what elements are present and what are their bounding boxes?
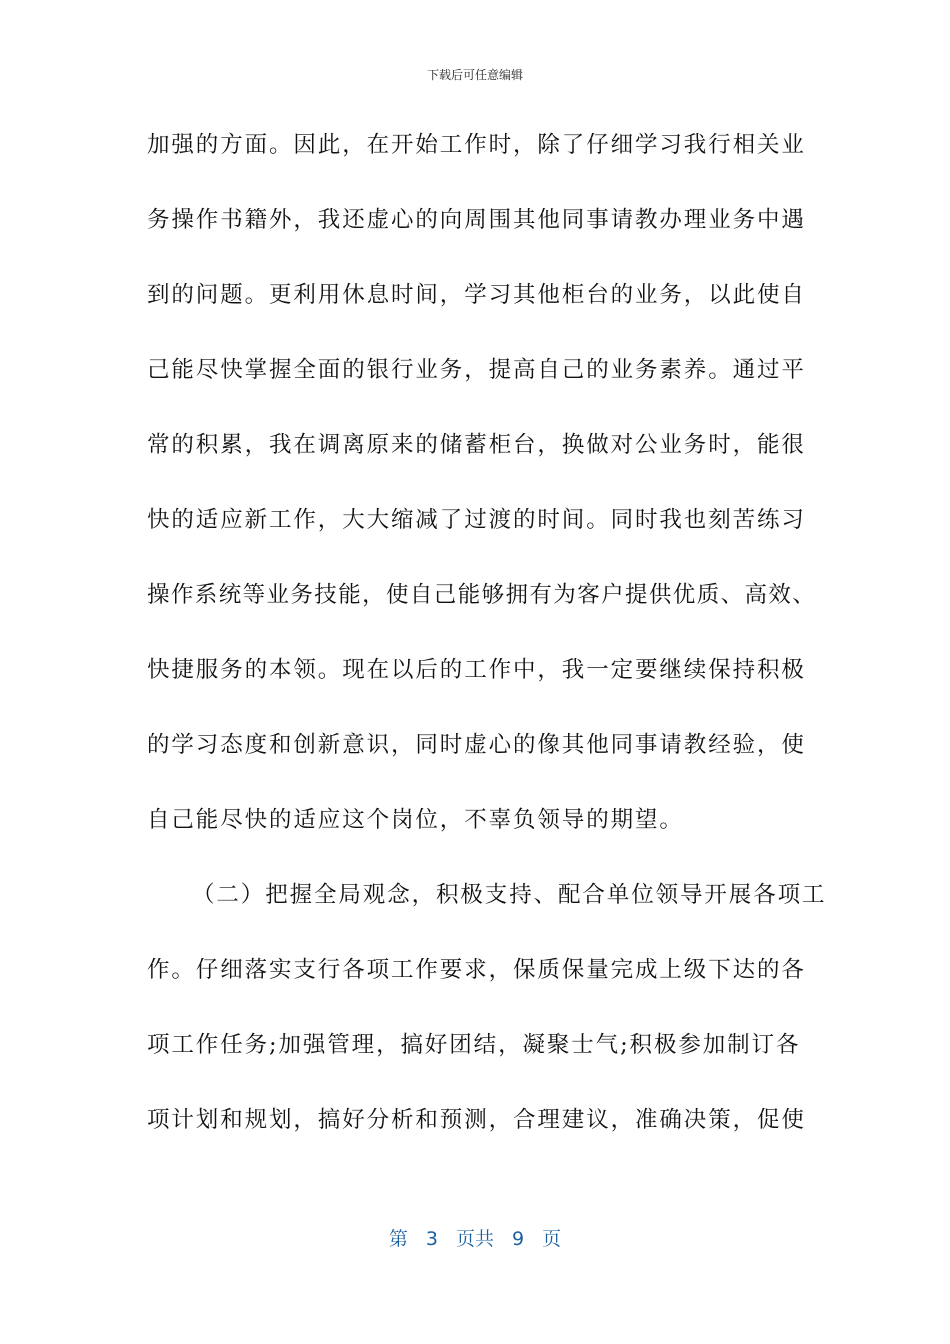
text-line: 务操作书籍外，我还虚心的向周围其他同事请教办理业务中遇 — [147, 207, 806, 233]
text-line: 操作系统等业务技能，使自己能够拥有为客户提供优质、高效、 — [147, 582, 817, 608]
text-line: 快的适应新工作，大大缩减了过渡的时间。同时我也刻苦练习 — [147, 507, 806, 533]
page-total-label: 页共 — [455, 1228, 494, 1250]
text-line: 到的问题。更利用休息时间，学习其他柜台的业务，以此使自 — [147, 282, 806, 308]
text-line: 自己能尽快的适应这个岗位，不辜负领导的期望。 — [147, 807, 684, 833]
page-footer — [0, 1224, 950, 1251]
text-line: 快捷服务的本领。现在以后的工作中，我一定要继续保持积极 — [147, 657, 806, 683]
text-line: 己能尽快掌握全面的银行业务，提高自己的业务素养。通过平 — [147, 357, 806, 383]
total-pages-number: 9 — [512, 1228, 525, 1250]
current-page-number: 3 — [425, 1228, 438, 1250]
text-line: 常的积累，我在调离原来的储蓄柜台，换做对公业务时，能很 — [147, 432, 806, 458]
text-line: 作。仔细落实支行各项工作要求，保质保量完成上级下达的各 — [147, 957, 806, 983]
page-header: 下载后可任意编辑 — [426, 68, 523, 82]
text-line: 加强的方面。因此，在开始工作时，除了仔细学习我行相关业 — [147, 132, 806, 158]
text-line: 项计划和规划，搞好分析和预测，合理建议，准确决策，促使 — [147, 1107, 806, 1133]
page-label: 第 — [388, 1228, 408, 1250]
page-end-label: 页 — [542, 1228, 562, 1250]
text-line: 项工作任务;加强管理，搞好团结，凝聚士气;积极参加制订各 — [147, 1032, 801, 1058]
text-line: 的学习态度和创新意识，同时虚心的像其他同事请教经验，使 — [147, 732, 806, 758]
paragraph-start-line: （二）把握全局观念，积极支持、配合单位领导开展各项工 — [192, 882, 827, 908]
